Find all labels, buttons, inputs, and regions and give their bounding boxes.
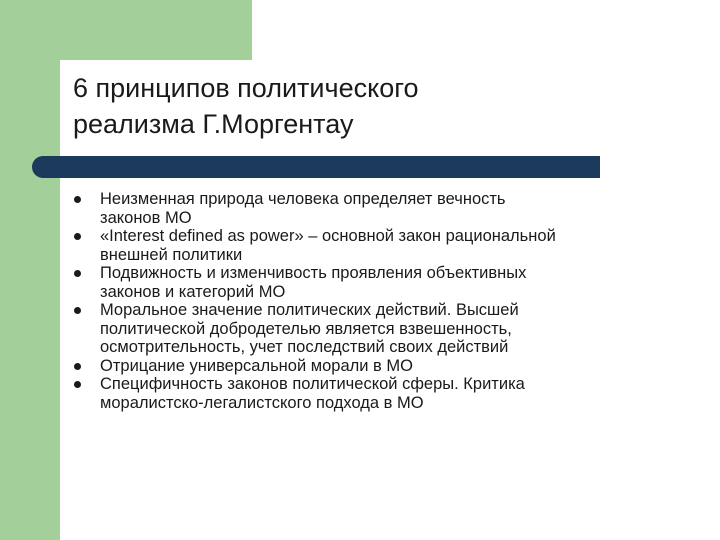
bullet-icon (74, 196, 81, 203)
list-item (72, 227, 692, 264)
list-item-line: законов и категорий МО (100, 282, 286, 301)
slide-title-line: 6 принципов политического (73, 73, 419, 103)
list-item-line: Моральное значение политических действий. Высшей (100, 301, 519, 319)
list-item-text (100, 190, 692, 227)
bullet-icon (74, 381, 81, 388)
list-item-line: Неизменная природа человека определяет вечность (100, 190, 506, 208)
list-item-line: Специфичность законов политической сферы. Критика (100, 375, 525, 393)
list-item-text (100, 264, 692, 301)
list-item (72, 301, 692, 357)
list-item (72, 190, 692, 227)
bullet-icon (74, 307, 81, 314)
list-item (72, 357, 692, 376)
principles-list (72, 190, 692, 412)
bullet-icon (74, 270, 81, 277)
list-item-line: моралистско-легалистского подхода в МО (100, 393, 424, 412)
list-item-text (100, 227, 692, 264)
list-item (72, 264, 692, 301)
bullet-icon (74, 233, 81, 240)
list-item-line: осмотрительность, учет последствий своих действий (100, 338, 509, 356)
bullet-icon (74, 363, 81, 370)
list-item-text (100, 357, 692, 376)
list-item-line: Отрицание универсальной морали в МО (100, 356, 413, 375)
slide-title-line: реализма Г.Моргентау (73, 109, 354, 139)
list-item-line: политической добродетелью является взвешенность, (100, 319, 512, 338)
slide-title (73, 70, 673, 142)
list-item-text (100, 375, 692, 412)
list-item (72, 375, 692, 412)
title-divider-bar (32, 156, 600, 178)
decorative-green-bar-top (0, 0, 252, 60)
list-item-line: «Interest defined as power» – основной закон рациональной (100, 227, 556, 245)
decorative-green-bar-left (0, 0, 60, 540)
list-item-line: внешней политики (100, 245, 243, 264)
list-item-line: Подвижность и изменчивость проявления объективных (100, 264, 527, 282)
list-item-text (100, 301, 692, 357)
list-item-line: законов МО (100, 208, 192, 227)
